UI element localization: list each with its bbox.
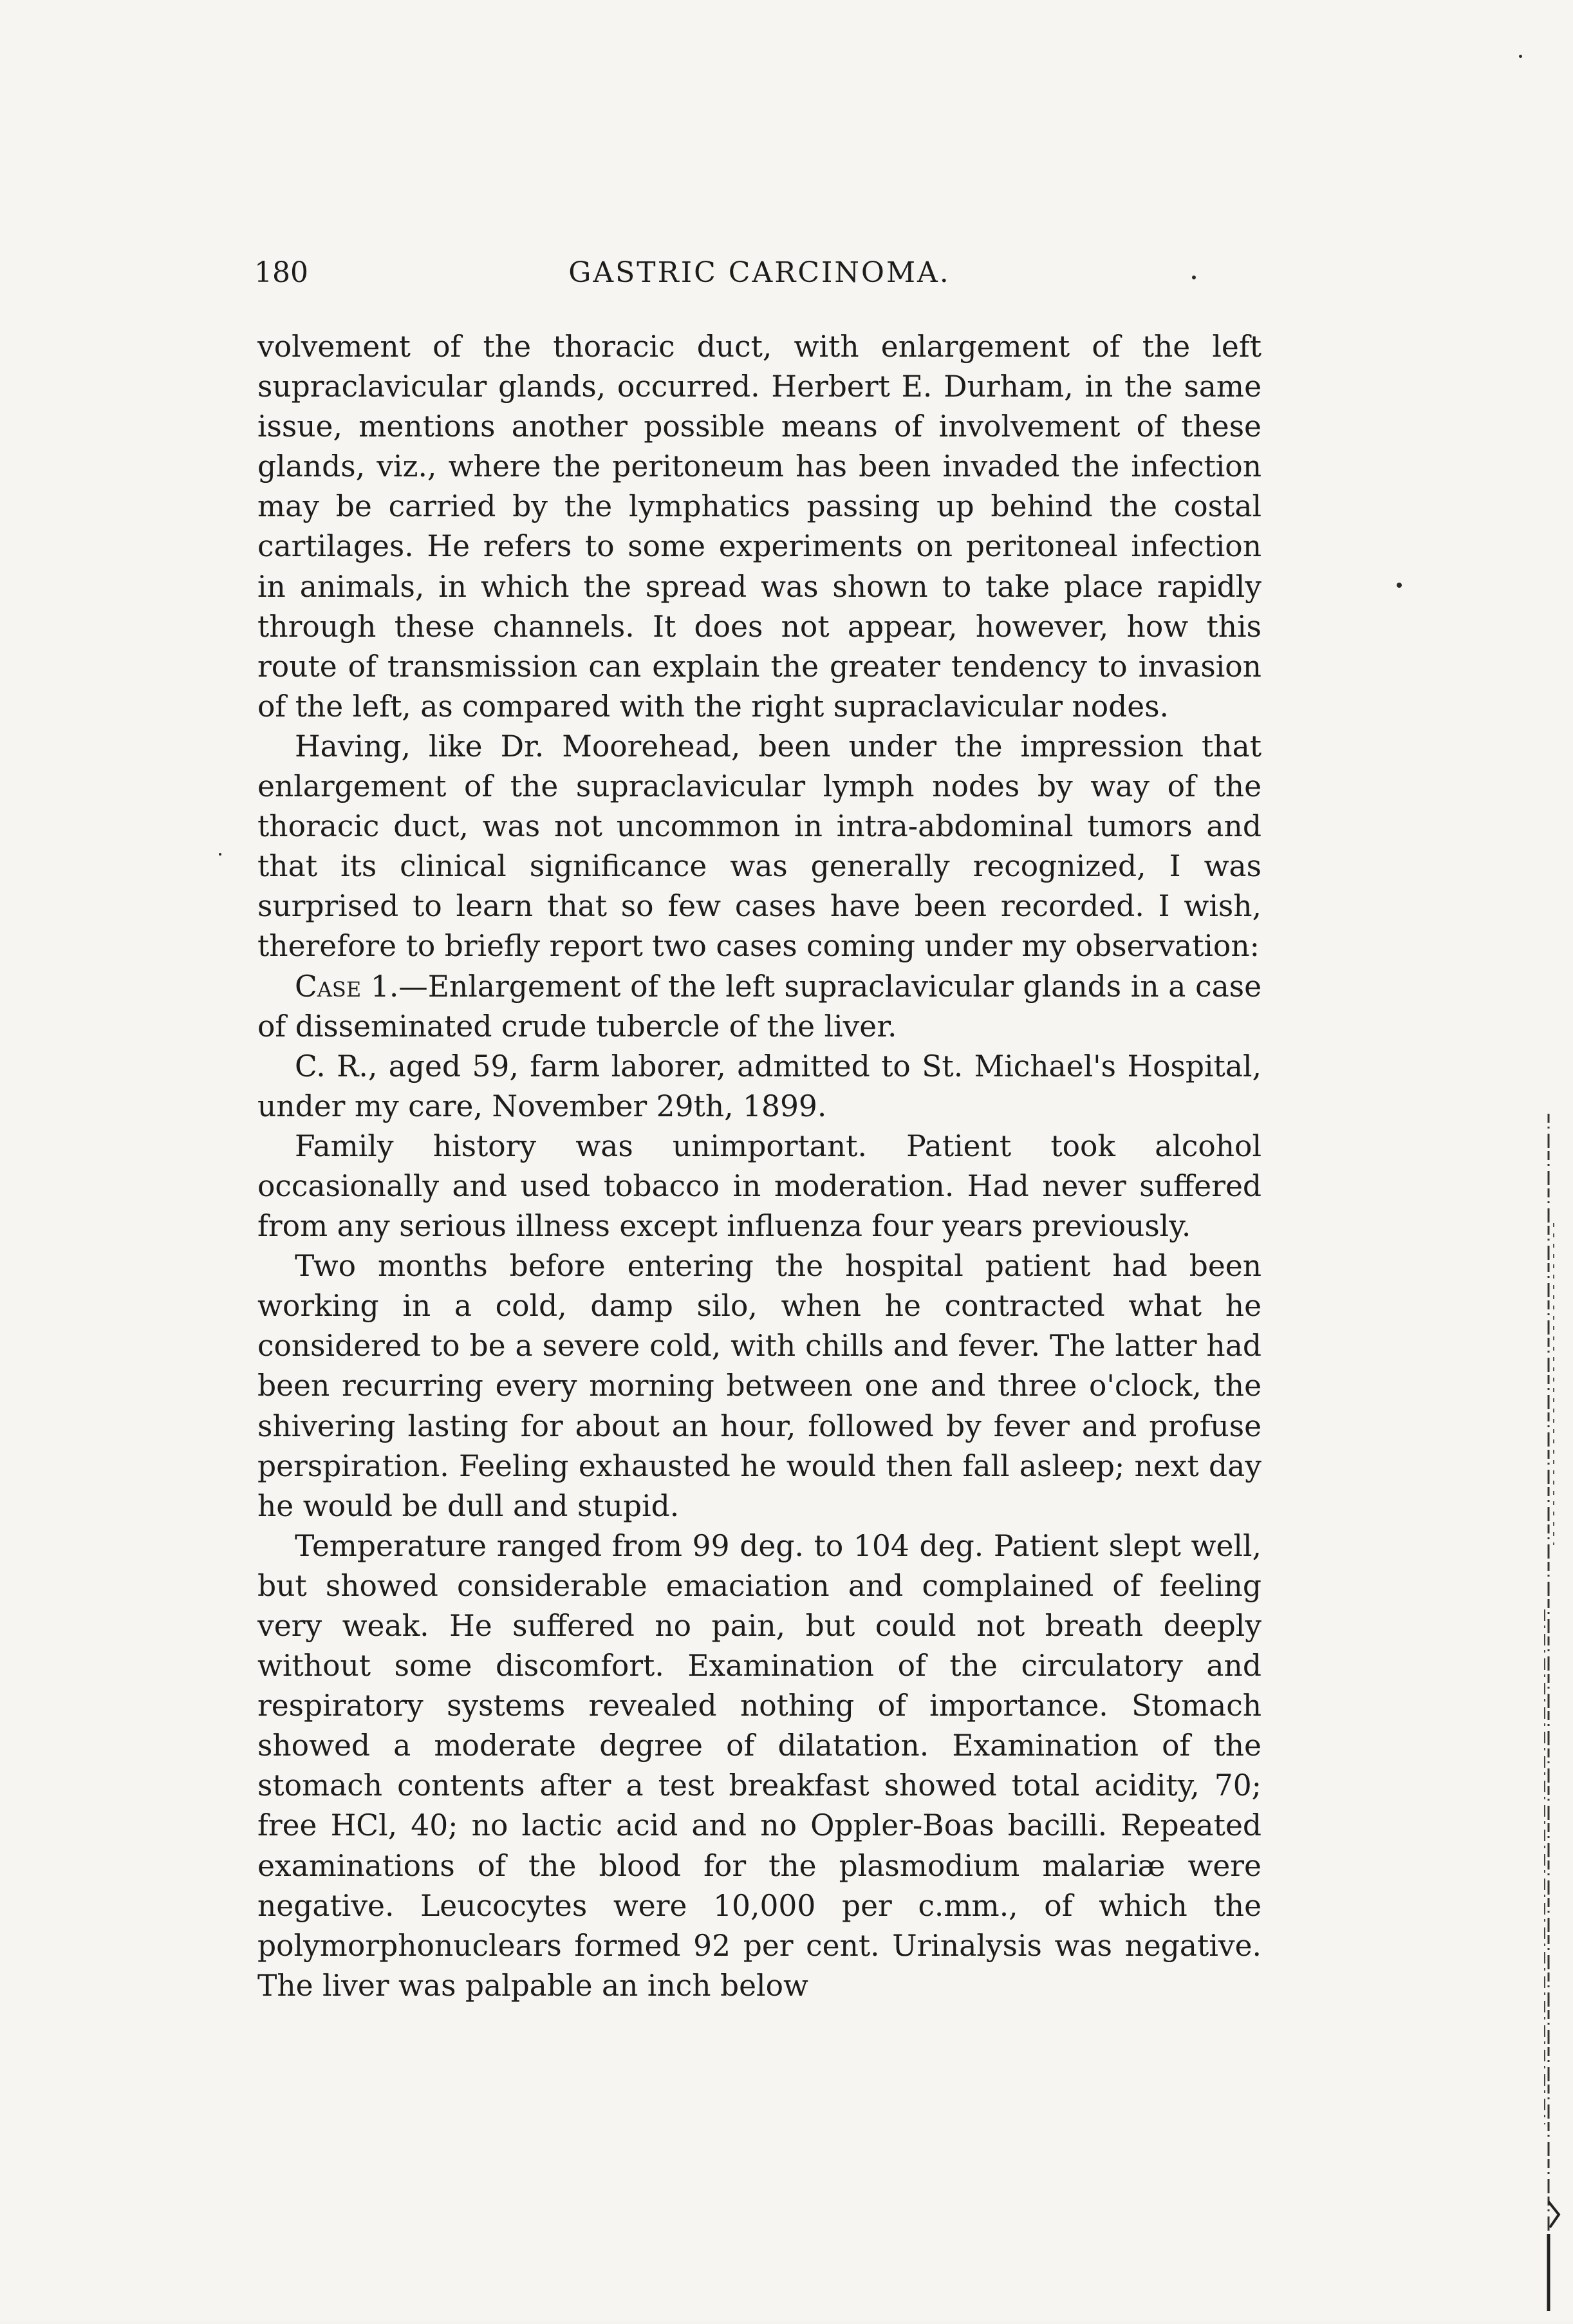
ink-speck	[1192, 276, 1196, 279]
ink-speck	[1397, 583, 1402, 588]
body-text	[257, 327, 1261, 2006]
running-title: GASTRIC CARCINOMA.	[568, 256, 951, 289]
case-title: 1.—Enlargement of the left supraclavicular glands in a case of disseminated crude tubercle of the liver.	[257, 969, 1261, 1044]
paragraph-continued: volvement of the thoracic duct, with enlargement of the left supraclavicular glands, occurred. Herbert E. Durham, in the same issue, mentions another possible means of involvement of these glands, viz., where the peritoneum has been invaded the infection may be carried by the lymphatics passing up behind the costal cartilages. He refers to some experiments on peritoneal infection in animals, in which the spread was shown to take place rapidly through these channels. It does not appear, however, how this route of transmission can explain the greater tendency to invasion of the left, as compared with the right supraclavicular nodes.	[257, 330, 1261, 724]
paragraph-onset: Two months before entering the hospital patient had been working in a cold, damp silo, when he contracted what he considered to be a severe cold, with chills and fever. The latter had been recurring every morning between one and three o'clock, the shivering lasting for about an hour, followed by fever and profuse perspiration. Feeling exhausted he would then fall asleep; next day he would be dull and stupid.	[257, 1249, 1261, 1523]
case-label: Case	[295, 969, 362, 1004]
paragraph-patient: C. R., aged 59, farm laborer, admitted to St. Michael's Hospital, under my care, November 29th, 1899.	[257, 1049, 1261, 1123]
ink-speck	[219, 853, 221, 856]
case-heading	[257, 967, 1261, 1047]
paragraph-impression: Having, like Dr. Moorehead, been under the impression that enlargement of the supraclavicular lymph nodes by way of the thoracic duct, was not uncommon in intra-abdominal tumors and that its clinical significance was generally recognized, I was surprised to learn that so few cases have been recorded. I wish, therefore to briefly report two cases coming under my observation:	[257, 729, 1261, 964]
page-edge-artifacts	[1522, 0, 1573, 2321]
page-edge-marks	[1522, 0, 1573, 2321]
ink-speck	[1519, 55, 1522, 58]
page-number: 180	[254, 256, 308, 289]
paragraph-examination: Temperature ranged from 99 deg. to 104 deg. Patient slept well, but showed considerable emaciation and complained of feeling very weak. He suffered no pain, but could not breath deeply without some discomfort. Examination of the circulatory and respiratory systems revealed nothing of importance. Stomach showed a moderate degree of dilatation. Examination of the stomach contents after a test breakfast showed total acidity, 70; free HCl, 40; no lactic acid and no Oppler-Boas bacilli. Repeated examinations of the blood for the plasmodium malariæ were negative. Leucocytes were 10,000 per c.mm., of which the polymorphonuclears formed 92 per cent. Urinalysis was negative. The liver was palpable an inch below	[257, 1528, 1261, 2003]
running-head	[254, 256, 1265, 295]
paragraph-family-history: Family history was unimportant. Patient took alcohol occasionally and used tobacco in moderation. Had never suffered from any serious illness except influenza four years previously.	[257, 1129, 1261, 1244]
